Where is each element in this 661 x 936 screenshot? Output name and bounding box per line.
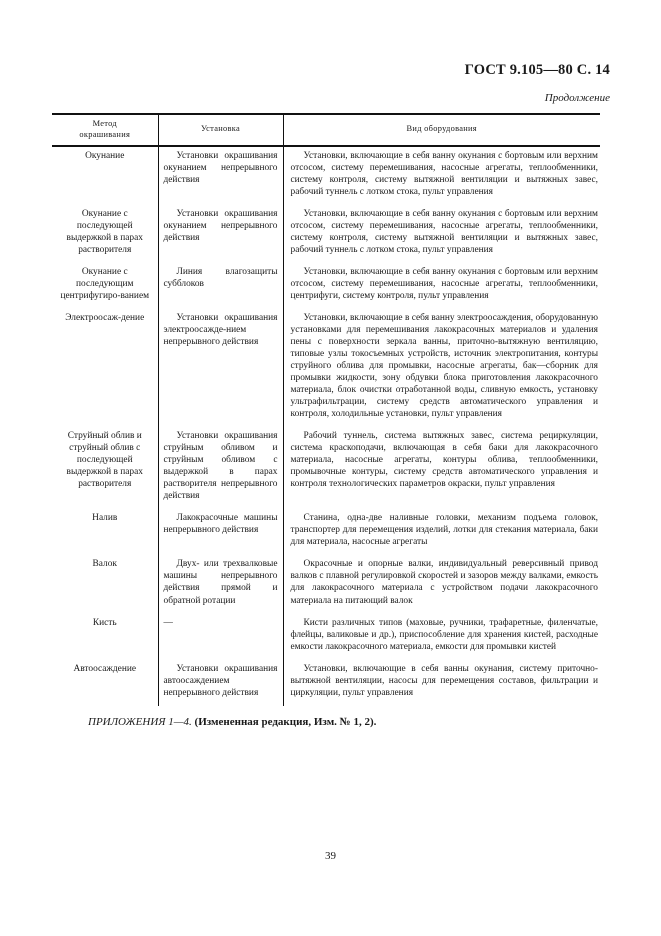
cell-equipment: Установки, включающие в себя ванну электроосаждения, оборудованную установками для перемешивания лакокрасочных материалов и удаления пены с поверхности зеркала ванны, приточно-вытяжную вентиляцию, типовые узлы токосъемных устройств, источник электропитания, контуры струйного облива для промывки, насосные агрегаты, бак—сборник для промывки жидкости, зону обдувки блока приготовления лакокрасочного материала, блок очистки отработанной воды, сливную емкость, установку ультрафильтрации, систему средств автоматического управления и контроля, холодильные установки, пульт управления <box>283 309 600 427</box>
cell-method: Налив <box>52 509 158 555</box>
table-head <box>52 113 600 147</box>
cell-method: Автоосаждение <box>52 660 158 706</box>
cell-equipment: Станина, одна-две наливные головки, механизм подъема головок, транспортер для перемещения изделий, лотки для стекания материала, баки для материала, насосные агрегаты <box>283 509 600 555</box>
table-header-row <box>52 113 600 147</box>
cell-equipment: Установки, включающие в себя ванну окунания с бортовым или верхним отсосом, систему перемешивания, насосные агрегаты, теплообменники, систему контроля, систему вытяжной вентиляции и вытяжных завес, рабочий туннель с лотком стока, пульт управления <box>283 205 600 263</box>
cell-installation: Лакокрасочные машины непрерывного действия <box>158 509 283 555</box>
cell-installation: — <box>158 614 283 660</box>
cell-installation: Линия влагозащиты субблоков <box>158 263 283 309</box>
equipment-table-wrapper <box>52 113 600 706</box>
cell-method: Окунание с последующим центрифугиро-ванием <box>52 263 158 309</box>
cell-method: Окунание с последующей выдержкой в парах растворителя <box>52 205 158 263</box>
cell-method: Струйный облив и струйный облив с последующей выдержкой в парах растворителя <box>52 427 158 509</box>
table-row <box>52 660 600 706</box>
table-row <box>52 309 600 427</box>
table-row <box>52 205 600 263</box>
column-header-method <box>52 113 158 147</box>
standard-reference-header: ГОСТ 9.105—80 С. 14 <box>464 62 610 78</box>
table-row <box>52 614 600 660</box>
cell-method: Электроосаж-дение <box>52 309 158 427</box>
column-header-method-line1: Метод <box>92 119 117 128</box>
cell-installation: Двух- или трехвалковые машины непрерывного действия прямой и обратной ротации <box>158 555 283 613</box>
cell-installation: Установки окрашивания электроосажде-нием непрерывного действия <box>158 309 283 427</box>
cell-method: Кисть <box>52 614 158 660</box>
table-row <box>52 509 600 555</box>
appendix-note-revision: (Измененная редакция, Изм. № 1, 2). <box>194 716 377 728</box>
cell-equipment: Установки, включающие в себя ванну окунания с бортовым или верхним отсосом, систему перемешивания, насосные агрегаты, теплообменники, центрифуги, систему контроля, пульт управления <box>283 263 600 309</box>
cell-method: Валок <box>52 555 158 613</box>
cell-equipment: Окрасочные и опорные валки, индивидуальный реверсивный привод валков с плавной регулировкой скоростей и зазоров между валками, емкость для лакокрасочного материала с устройством подачи лакокрасочного материала на питающий валок <box>283 555 600 613</box>
cell-equipment: Установки, включающие в себя ванны окунания, систему приточно-вытяжной вентиляции, насосы для перемещения составов, фильтрации и циркуляции, пульт управления <box>283 660 600 706</box>
page-number: 39 <box>325 850 336 862</box>
column-header-method-line2: окрашивания <box>79 129 131 139</box>
cell-installation: Установки окрашивания струйным обливом и струйным обливом с выдержкой в парах растворителя непрерывного действия <box>158 427 283 509</box>
cell-installation: Установки окрашивания автоосаждением непрерывного действия <box>158 660 283 706</box>
cell-equipment: Установки, включающие в себя ванну окунания с бортовым или верхним отсосом, систему перемешивания, насосные агрегаты, теплообменники, систему контроля, систему вытяжной вентиляции и вытяжных завес, рабочий туннель с лотком стока, пульт управления <box>283 147 600 205</box>
cell-equipment: Кисти различных типов (маховые, ручники, трафаретные, филенчатые, флейцы, валиковые и др.), приспособление для хранения кистей, расходные емкости лакокрасочного материала, емкости для промывки кистей <box>283 614 600 660</box>
continuation-label: Продолжение <box>544 92 610 104</box>
table-row <box>52 427 600 509</box>
appendix-note-reference: ПРИЛОЖЕНИЯ 1—4. <box>88 716 192 728</box>
table-body <box>52 147 600 706</box>
equipment-table <box>52 113 600 706</box>
cell-equipment: Рабочий туннель, система вытяжных завес, система рециркуляции, система краскоподачи, включающая в себя баки для лакокрасочного материала, насосные агрегаты, контуры облива, теплообменники, промывочные контуры, систему средств автоматического управления и контроля технологических параметров окраски, пульт управления <box>283 427 600 509</box>
table-row <box>52 147 600 205</box>
column-header-equipment: Вид оборудования <box>283 113 600 147</box>
cell-method: Окунание <box>52 147 158 205</box>
table-row <box>52 263 600 309</box>
cell-installation: Установки окрашивания окунанием непрерывного действия <box>158 147 283 205</box>
cell-installation: Установки окрашивания окунанием непрерывного действия <box>158 205 283 263</box>
table-row <box>52 555 600 613</box>
column-header-installation: Установка <box>158 113 283 147</box>
appendix-note <box>88 716 376 728</box>
